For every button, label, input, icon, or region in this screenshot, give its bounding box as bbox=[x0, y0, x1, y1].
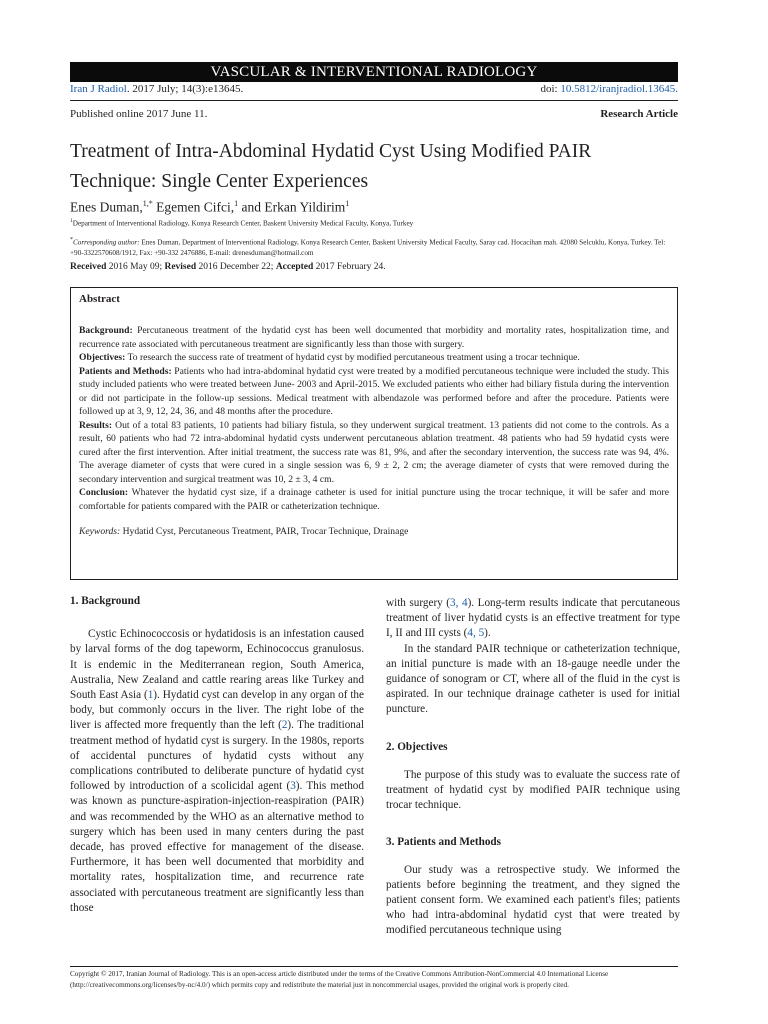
journal-section-banner: VASCULAR & INTERVENTIONAL RADIOLOGY bbox=[70, 62, 678, 82]
methods-paragraph: Our study was a retrospective study. We informed the patients before beginning the treatment, and they signed the patient consent form. We examined each patient's files; patients who had intra-abdominal hydatid cyst that were treated by modified percutaneous technique using bbox=[386, 863, 680, 937]
accepted-label: Accepted bbox=[275, 262, 314, 272]
received-date: 2016 May 09; bbox=[106, 262, 165, 272]
footer-rule bbox=[70, 966, 678, 967]
accepted-date: 2017 February 24. bbox=[313, 262, 386, 272]
abstract-conclusion bbox=[79, 486, 669, 513]
author-2: Egemen Cifci, bbox=[152, 199, 235, 215]
revised-label: Revised bbox=[164, 262, 197, 272]
continued-paragraph bbox=[386, 596, 680, 642]
doi-link[interactable]: 10.5812/iranjradiol.13645 bbox=[560, 83, 676, 95]
author-1: Enes Duman, bbox=[70, 199, 143, 215]
ref-link-3[interactable]: 3 bbox=[290, 780, 296, 793]
objectives-paragraph: The purpose of this study was to evaluate the success rate of treatment of hydatid cyst by modified PAIR technique using trocar technique. bbox=[386, 768, 680, 812]
corresponding-label: Corresponding author: bbox=[73, 238, 140, 247]
author-3: and Erkan Yildirim bbox=[238, 199, 346, 215]
published-date: Published online 2017 June 11. bbox=[70, 108, 208, 120]
article-type: Research Article bbox=[600, 108, 678, 120]
citation bbox=[70, 83, 243, 95]
article-dates bbox=[70, 262, 386, 272]
section-heading-background: 1. Background bbox=[70, 595, 141, 607]
section-heading-objectives: 2. Objectives bbox=[386, 740, 448, 753]
abstract-box bbox=[70, 287, 678, 580]
keywords bbox=[79, 526, 669, 537]
objectives-label: Objectives: bbox=[79, 352, 126, 363]
affiliation bbox=[70, 218, 413, 227]
keywords-text: Hydatid Cyst, Percutaneous Treatment, PAIR, Trocar Technique, Drainage bbox=[120, 526, 409, 537]
methods-text: Patients who had intra-abdominal hydatid cyst were treated by a modified percutaneous technique were included the study. This study included patients who were treated between June- 2003 and April-2015. We excluded patients who either had biliary fistula during the intervention or did not participate in the follow-up sessions. Medical treatment with albendazole was performed before and after the procedure. Patients were followed up at 3, 9, 12, 24, 36, and 48 months after the procedure. bbox=[79, 365, 669, 417]
ref-link-1[interactable]: 1 bbox=[147, 689, 154, 702]
abstract-results bbox=[79, 419, 669, 487]
conclusion-text: Whatever the hydatid cyst size, if a drainage catheter is used for initial puncture using the trocar technique, it will be safer and more comfortable for patients compared with the PAIR or catheterization technique. bbox=[79, 487, 669, 512]
header-rule bbox=[70, 100, 678, 101]
author-3-affil: 1 bbox=[345, 199, 350, 208]
text-span: Cystic Echinococcosis or hydatidosis is an infestation caused by larval forms of the dog tapeworm, Echinococcus granulosus. It is endemic in the Mediterranean region, South America, Australia, New Zealand and cattle rearing areas like Turkey and South East Asia ( bbox=[70, 628, 364, 702]
revised-date: 2016 December 22; bbox=[196, 262, 276, 272]
text-span: ). bbox=[484, 627, 491, 640]
ref-link-4[interactable]: 4 bbox=[461, 597, 468, 609]
ref-link-2[interactable]: 2 bbox=[281, 719, 288, 732]
right-column bbox=[386, 596, 680, 939]
corresponding-author bbox=[70, 235, 678, 258]
author-2-affil: 1 bbox=[234, 199, 239, 208]
ref-separator: , bbox=[472, 627, 479, 640]
affiliation-text: Department of Interventional Radiology, Konya Research Center, Baskent University Medical Faculty, Konya, Turkey bbox=[72, 219, 414, 228]
affiliation-marker: 1 bbox=[70, 218, 73, 224]
doi-end: . bbox=[675, 83, 678, 95]
ref-link-4[interactable]: 4 bbox=[467, 627, 473, 640]
doi bbox=[541, 83, 679, 95]
author-1-affil: 1,* bbox=[142, 199, 153, 208]
doi-label: doi: bbox=[540, 83, 558, 95]
author-list bbox=[70, 199, 349, 216]
abstract-heading: Abstract bbox=[79, 293, 120, 305]
section-heading-methods: 3. Patients and Methods bbox=[386, 836, 501, 849]
conclusion-label: Conclusion: bbox=[79, 487, 129, 498]
methods-label: Patients and Methods: bbox=[79, 365, 172, 377]
journal-link[interactable]: Iran J Radiol bbox=[70, 83, 127, 95]
text-span: ). Hydatid cyst can develop in any organ of the body, but commonly occurs in the liver. The right lobe of the liver is affected more frequently than the left ( bbox=[70, 689, 364, 732]
text-span: ). This method was known as puncture-aspiration-injection-reaspiration (PAIR) and was recommended by the WHO as an alternative method to surgery which has been used in many centers during the past decade, has proved effective for management of the disease. Furthermore, it has been well documented that morbidity and mortality rates, hospitalization time, and recurrence rate associated with percutaneous treatment are significantly less than those bbox=[70, 780, 364, 914]
left-column bbox=[70, 594, 364, 916]
ref-separator: , bbox=[455, 597, 462, 609]
keywords-label: Keywords: bbox=[79, 526, 121, 537]
citation-details: . 2017 July; 14(3):e13645. bbox=[126, 83, 244, 95]
abstract-objectives bbox=[79, 351, 669, 365]
objectives-text: To research the success rate of treatment of hydatid cyst by modified percutaneous treatment using a trocar technique. bbox=[125, 352, 580, 363]
results-text: Out of a total 83 patients, 10 patients had biliary fistula, so they underwent surgical treatment. 13 patients did not come to the controls. As a result, 60 patients who had 72 intra-abdominal hydatid cysts underwent percutaneous ablation treatment. 48 patients who had 59 hydatid cysts were cured after the first intervention. After initial treatment, the success rate was 81, 9%, and after the secondary intervention, the success rate was 94, 4%. The average diameter of cysts that were cured in a single session was 6, 9 ± 2, 2 cm; the average diameter of cysts that were removed during the secondary intervention and surgical treatment was 10, 2 ± 3, 4 cm. bbox=[79, 419, 669, 485]
text-span: ). Long-term results indicate that percutaneous treatment of liver hydatid cysts is an effective treatment for type I, II and III cysts ( bbox=[386, 597, 681, 640]
background-text: Percutaneous treatment of the hydatid cyst has been well documented that morbidity and mortality rates, hospitalization time, and recurrence rate associated with percutaneous treatment are significantly less than those with surgery. bbox=[79, 325, 669, 350]
abstract-background bbox=[79, 324, 669, 351]
article-title: Treatment of Intra-Abdominal Hydatid Cyst Using Modified PAIR Technique: Single Center Experiences bbox=[70, 141, 592, 192]
text-span: ). The traditional treatment method of hydatid cyst is surgery. In the 1980s, reports of accidental punctures of hydatid cysts without any complications contributed to deliberate puncture of hydatid cyst followed by introduction of a scolicidal agent ( bbox=[70, 719, 364, 793]
corresponding-text: Enes Duman, Department of Interventional Radiology, Konya Research Center, Baskent University Medical Faculty, Saray cad. Hocacihan mah. 42080 Selcuklu, Konya, Turkey. Tel: +90-3322570608/1912, Fax: +90-332 2476886, E-mail: drenesduman@hotmail.com bbox=[70, 238, 666, 257]
pair-technique-paragraph: In the standard PAIR technique or catheterization technique, an initial puncture is made with an 18-gauge needle under the guidance of sonogram or CT, where all of the fluid in the cyst is aspirated. In our technique drainage catheter is used for initial puncture. bbox=[386, 642, 680, 716]
background-paragraph bbox=[70, 627, 364, 916]
text-span: with surgery ( bbox=[386, 597, 451, 609]
ref-link-3[interactable]: 3 bbox=[450, 597, 456, 609]
received-label: Received bbox=[70, 262, 107, 272]
ref-link-5[interactable]: 5 bbox=[478, 627, 485, 640]
copyright-footer: Copyright © 2017, Iranian Journal of Radiology. This is an open-access article distributed under the terms of the Creative Commons Attribution-NonCommercial 4.0 International License (http://creativecommons.org/licenses/by-nc/4.0/) which permits copy and redistribute the material just in noncommercial usages, provided the original work is properly cited. bbox=[70, 970, 609, 989]
background-label: Background: bbox=[79, 325, 133, 336]
abstract-methods bbox=[79, 365, 669, 419]
corresponding-marker: * bbox=[70, 237, 73, 243]
results-label: Results: bbox=[79, 419, 113, 431]
